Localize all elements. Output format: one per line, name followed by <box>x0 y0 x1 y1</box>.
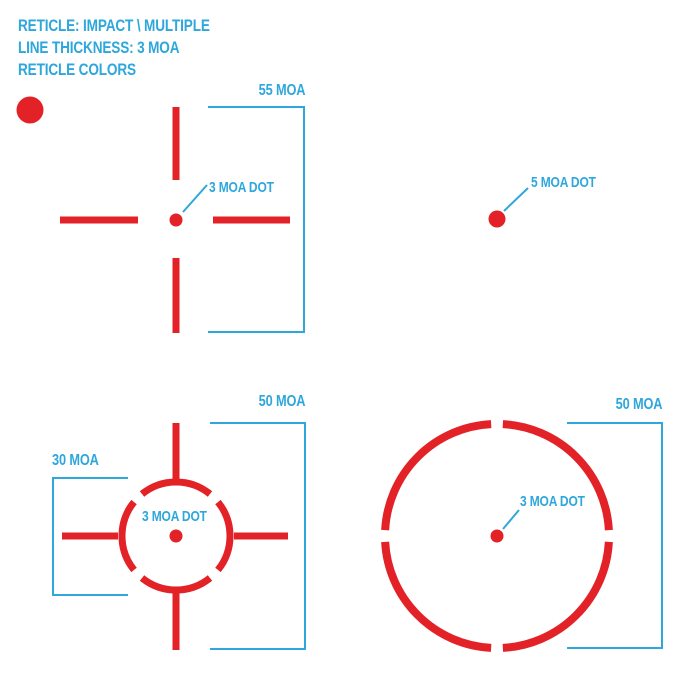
reticle-segmented-circle-dot <box>385 423 662 648</box>
spec-reticle-name: RETICLE: IMPACT \ MULTIPLE <box>18 16 210 35</box>
center-dot-3moa <box>170 214 183 227</box>
bracket-label-55moa: 55 MOA <box>258 82 305 99</box>
circle-arc-southeast <box>503 542 609 648</box>
bracket-label-50moa-left: 50 MOA <box>258 393 305 410</box>
spec-header <box>18 15 210 81</box>
crosshair-top-bar <box>173 107 180 180</box>
center-dot-3moa <box>170 530 183 543</box>
dot-label-top-left: 3 MOA DOT <box>209 179 274 196</box>
bracket-label-50moa-right: 50 MOA <box>615 396 662 413</box>
crosshair-bottom-bar <box>173 593 180 650</box>
spec-line-thickness: LINE THICKNESS: 3 MOA <box>18 38 180 57</box>
reticle-dot-only <box>489 188 529 228</box>
crosshair-top-bar <box>173 423 180 480</box>
dot-label-bottom-left: 3 MOA DOT <box>142 508 207 525</box>
crosshair-right-bar <box>234 533 288 540</box>
circle-arc-east <box>218 502 230 570</box>
reticle-color-swatch-red-dot <box>17 97 44 124</box>
circle-arc-southwest <box>385 542 491 648</box>
callout-pointer-line <box>504 188 528 211</box>
crosshair-left-bar <box>60 217 138 224</box>
reticle-crosshair-dot <box>60 107 304 333</box>
callout-pointer-line <box>503 510 519 529</box>
circle-arc-south <box>142 578 210 590</box>
callout-pointer-line <box>183 185 207 212</box>
center-dot-3moa <box>491 530 504 543</box>
bracket-label-30moa: 30 MOA <box>52 452 99 469</box>
circle-arc-northeast <box>503 424 609 530</box>
crosshair-left-bar <box>62 533 118 540</box>
circle-arc-west <box>122 502 134 570</box>
crosshair-right-bar <box>213 217 290 224</box>
circle-arc-north <box>142 482 210 494</box>
center-dot-5moa <box>489 211 506 228</box>
dot-label-top-right: 5 MOA DOT <box>531 174 596 191</box>
crosshair-bottom-bar <box>173 258 180 333</box>
circle-arc-northwest <box>385 424 491 530</box>
dot-label-bottom-right: 3 MOA DOT <box>520 493 585 510</box>
spec-reticle-colors-heading: RETICLE COLORS <box>18 60 136 79</box>
